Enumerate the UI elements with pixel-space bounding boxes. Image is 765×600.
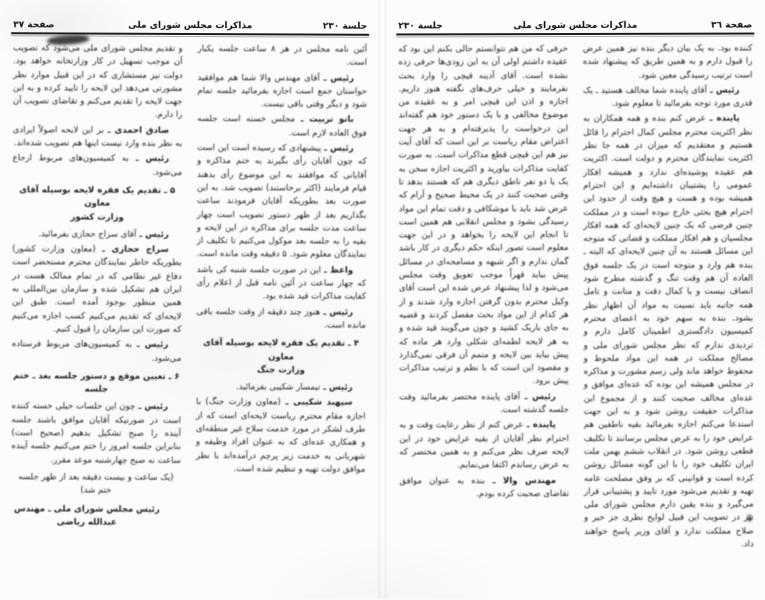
speaker-name: رئیس ـ xyxy=(320,307,353,318)
paragraph: بانو تربیت ـ مجلس خسته است جلسه فوق العاده لازم است. xyxy=(197,114,367,139)
paragraph: صادق احمدی ـ بر این لایحه اصولاً ایرادی به نظر بنده وارد نیست اینها هم تصویب شده‌اند. xyxy=(12,125,183,150)
paragraph: مهندس والا ـ بنده به عنوان موافق تقاضای صحبت کرده بودم. xyxy=(399,475,570,500)
paragraph: کننده بود. به یک بیان دیگر بنده نیز همین عرض را قبول دارم و به همین طریق که پیشنهاد شده است ترتیب رسیدگی معین شود. xyxy=(582,43,753,81)
page-right-column-1 xyxy=(583,43,754,555)
agenda-item-heading: ۶ ـ تعیین موقع و دستور جلسه بعد ـ ختم جلسه xyxy=(13,371,180,395)
speaker-name: سراج حجازی ـ xyxy=(95,244,169,256)
session-number: جلسة ٢٣٠ xyxy=(398,21,443,32)
speaker-name: پاینده ـ xyxy=(523,420,556,431)
paragraph: و تقدیم مجلس شورای ملی می‌شود که تصویب آن موجب تسهیل در کار وزارتخانه خواهد بود. دولت نیز مستشاری که در این قبیل موارد نظر مشورتی می‌دهد این لایحه را تایید کرده و به این جهت لایحه را تقدیم می‌کنم و تقاضای تصویب آن را دارم. xyxy=(12,43,183,121)
speaker-signature-line: رئیس مجلس شورای ملی ـ مهندس عبدالله ریاضی xyxy=(13,503,160,528)
paragraph: رئیس ـ آقای مهندس والا شما هم موافقید حواستان جمع است اجازه بفرمائید جلسه تمام شود و دیگر وقتی باقی نیست. xyxy=(197,72,367,110)
speaker-name: رئیس ـ xyxy=(321,143,354,154)
speaker-name: صادق احمدی ـ xyxy=(103,125,170,136)
paragraph: رئیس ـ هنوز چند دقیقه از وقت جلسه باقی مانده است. xyxy=(196,306,366,331)
paragraph: حرفی که من هم نتوانستم حالی بکنم این بود که عقیده داشتم اولی آن به این زودی‌ها حرفی زده نشده است. آقای آدینه قیچی را وارد بحث نفرمایند و خیلی حرف‌های نگفته هنوز داریم. اجازه و اذن این قیچی امر و به عقیده من موضوع مخالفی و با یک دستور خود هم گفته‌اند این درخواست را پذیرفته‌ام و به هر جهت اعتراض مقام ریاست بر این است که آقای آیت نیز هم این قیچی قطع مذاکرات است. به صورت کفایت مذاکرات بیاورید و اکثریت اجازه سخن به یک یا دو نفر ناطق دیگری هم که هستند بدهد تا وقتی صحبت کنند در یک محیط صحیح و آرام که عرض شد باید با موشکافی و دقت تمام این مواد رسیدگی بشود و مجلس انقلابی هم همین است تا انجام این لایحه را بخواهد و در این جهت معلوم است تصور اینکه حکم دیگری در کار باشد گمان ندارم و اگر شبهه و مسامحه‌ای در مسائل پیش بیاید قهراً موجب تعویق وقت مجلس می‌شود و لذا پیشنهاد عرض شده این است آقای وکیل محترم بدون گرفتن اجازه وارد شدند و از هر کدام از این مواد بحث مفصل کردند و قضیه به جای باریک کشید و چون می‌گویند قید شده و به هر لایحه لطمه‌ای شکلی وارد هر ماده که پیش بیاید بین لایحه و متمم آن فرقی نمی‌گذارد و مقصود این است که با نظم و ترتیب مذاکرات پیش برود. xyxy=(398,44,569,387)
page-left-body xyxy=(0,34,379,531)
speaker-name: پاینده ـ xyxy=(705,114,740,125)
paragraph: رئیس ـ آقای پاینده شما مخالف هستید ـ یک قدری مورد توجه بفرمائید تا معلوم شود. xyxy=(582,85,753,110)
paragraph: رئیس ـ پیشنهادی که رسیده است این است که چون آقایان رأی بگیرند به ختم مذاکره و آقایانی که موافقند به این موضوع رأی بدهند قیام فرمایند (اکثر برخاستند) تصویب شد. به این صورت بعد بطوریکه آقایان فرمودند ساعت بگذاریم بعد از ظهر دستور تصویب است چهار ساعت مدت جلسه برای مذاکره در این لایحه و بقیه را به جلسه بعد موکول می‌کنیم تا تکلیف از نمایندگان معلوم شود. ۵ دقیقه وقت مانده است. xyxy=(196,143,367,261)
paragraph: سپهبد شکیبی ـ (معاون وزارت جنگ) با اجازه مقام محترم ریاست لایحه‌ای است که از طرف لشکر در مورد خدمت سلاح غیر منطقه‌ای و همکاری عده‌ای که به عنوان افراد وظیفه و شهربانی به خدمت زیر پرچم درآمده‌اند با نظر موافق دولت تهیه و تنظیم شده است. xyxy=(195,397,366,475)
speaker-name: رئیس ـ xyxy=(135,402,169,413)
page-number: صفحة ٣٦ xyxy=(711,20,753,31)
speaker-name: واعظ ـ xyxy=(320,265,354,276)
page-right-36 xyxy=(386,0,765,599)
speaker-name: بانو تربیت ـ xyxy=(294,114,354,126)
page-number: صفحة ٣٧ xyxy=(13,20,55,31)
paragraph: رئیس ـ آقای پاینده مختصر بفرمائید وقت جلسه گذشته است. xyxy=(399,391,569,416)
paragraph: رئیس ـ آقای سراج حجازی بفرمائید. xyxy=(38,229,169,240)
session-end-note: (یک ساعت و بیست دقیقه بعد از ظهر جلسه ختم شد) xyxy=(18,472,174,496)
paragraph: واعظ ـ این در صورت جلسه شنبه کی باشد که چهار ساعت در آئین نامه قبل از اعلام رأی کفایت مذاکرات قید شده بود. xyxy=(196,264,367,303)
paragraph: رئیس ـ به کمیسیون‌های مربوط فرستاده می‌شود. xyxy=(11,339,182,364)
speaker-name: رئیس ـ xyxy=(319,73,354,84)
page-left-column-1 xyxy=(195,43,367,531)
speaker-name: رئیس ـ xyxy=(520,391,556,402)
page-left-37 xyxy=(0,0,379,600)
speaker-name: مهندس والا ـ xyxy=(485,475,557,486)
speaker-name: رئیس ـ xyxy=(136,229,169,240)
paragraph: سراج حجازی ـ (معاون وزارت کشور) بطوریکه خاطر نمایندگان محترم مستحضر است دفاع غیر نظامی که در تمام ممالک هست در ایران هم تشکیل شده و سازمان بین‌المللی به همین منظور بوجود آمده است. طبق این لایحه‌ای که تقدیم می‌کنیم کسب اجازه می‌کنیم که صورت این سازمان را قبول کنیم. xyxy=(11,244,182,335)
paragraph: آئین نامه مجلس در هر ۸ ساعت جلسه یکبار است. xyxy=(197,44,368,69)
paragraph: رئیس ـ چون این جلسات خیلی خسته کننده است در صورتیکه آقایان موافق باشند جلسه آینده را صبح تشکیل بدهیم (صحیح است) بنابراین جلسه امروز را ختم می‌کنیم جلسه آینده ساعت نه صبح چهارشنبه موعد مقرر. xyxy=(11,401,181,466)
speaker-name: رئیس ـ xyxy=(128,154,170,165)
page-right-column-2 xyxy=(398,43,569,555)
paragraph: پاینده ـ عرض کنم از نظر رعایت وقت و به احترام نظر آقایان از بقیه عرایض خود در این لایحه صرف نظر می‌کنم و به همین مختصر که به عرض رساندم اکتفا می‌نمایم. xyxy=(399,420,569,471)
speaker-name: رئیس ـ xyxy=(320,382,353,393)
page-right-header xyxy=(396,16,754,36)
speaker-name: رئیس ـ xyxy=(131,339,169,351)
paragraph: رئیس ـ به کمیسیون‌های مربوط ارجاع می‌شود. xyxy=(12,153,183,178)
page-right-body xyxy=(386,35,765,555)
paragraph: رئیس ـ تیمسار شکیبی بفرمائید. xyxy=(236,382,353,393)
page-left-column-2 xyxy=(11,42,183,530)
running-title: مذاکرات مجلس شورای ملی xyxy=(513,20,638,32)
speaker-name: سپهبد شکیبی ـ xyxy=(280,397,353,409)
agenda-item-heading: ۵ ـ تقدیم یک فقره لایحه بوسیله آقای معاون وزارت کشور xyxy=(19,185,176,223)
agenda-item-heading: ۴ ـ تقدیم یک فقره لایحه بوسیله آقای معاون وزارت جنگ xyxy=(203,338,360,376)
paragraph: پاینده ـ عرض کنم بنده و همه همکاران به نظر اکثریت محترم مجلس کمال احترام را قائل هستیم و معتقدیم که میزان در همه جا نظر اکثریت نمایندگان محترم و دولت است. اکثریت هم عقیده پوشیده‌ای ندارد و همیشه افکار عمومی را پشتیبان داشته‌ایم و این احترام همیشه بوده و هست و هیچ وقت از حدود این احترام هیچ بحثی خارج نبوده است و در مملکت چنین فرضی که یک چنین لایحه‌ای که همه افکار مجلسیان و هم افکار مملکت و قضاتی که متوجه این مسائل هستند به آن چنین لایحه‌ای که البته ـ بنده هم وارد و متوجه است در یک جلسه فوق العاده آن هم وقت تنگ و گذشته مطرح شود انصاف نیست و با کمال دقت و متانت و تامل همه جانبه باید نسبت به مواد آن اظهار نظر بشود. بنده به سهم خود به اعضای محترم کمیسیون دادگستری اطمینان کامل دارم و تردیدی ندارم که نظر مجلس شورای ملی و مصالح مملکت در همه این مواد ملحوظ و محفوظ خواهد ماند ولی رسم مشورت و مذاکره در مجلس همیشه این بوده که عده‌ای موافق و عده‌ای مخالف صحبت کنند و از مجموع این مذاکرات حقیقت روشن شود و به این جهت استدعا می‌کنم اجازه بفرمائید بقیه ناطقین هم عرایض خود را به عرض مجلس برسانند تا تکلیف قطعی روشن شود. در انقلاب ششم بهمن ملت ایران تکلیف خود را با این گونه مسائل روشن کرده است و قوانینی که بر وفق مصلحت عامه تهیه و تقدیم می‌شود مورد تایید و پشتیبانی قرار می‌گیرد و بنده یقین دارم مجلس شورای ملی نیز در تصویب این قبیل لوایح نظری جز خیر و صلاح مملکت ندارد و آقای وزیر پاسخ خواهند داد. xyxy=(583,114,754,550)
page-left-header xyxy=(11,15,369,36)
speaker-name: رئیس ـ xyxy=(706,85,740,96)
running-title: مذاکرات مجلس شورای ملی xyxy=(128,20,253,32)
session-number: جلسة ٢٣٠ xyxy=(322,21,368,32)
